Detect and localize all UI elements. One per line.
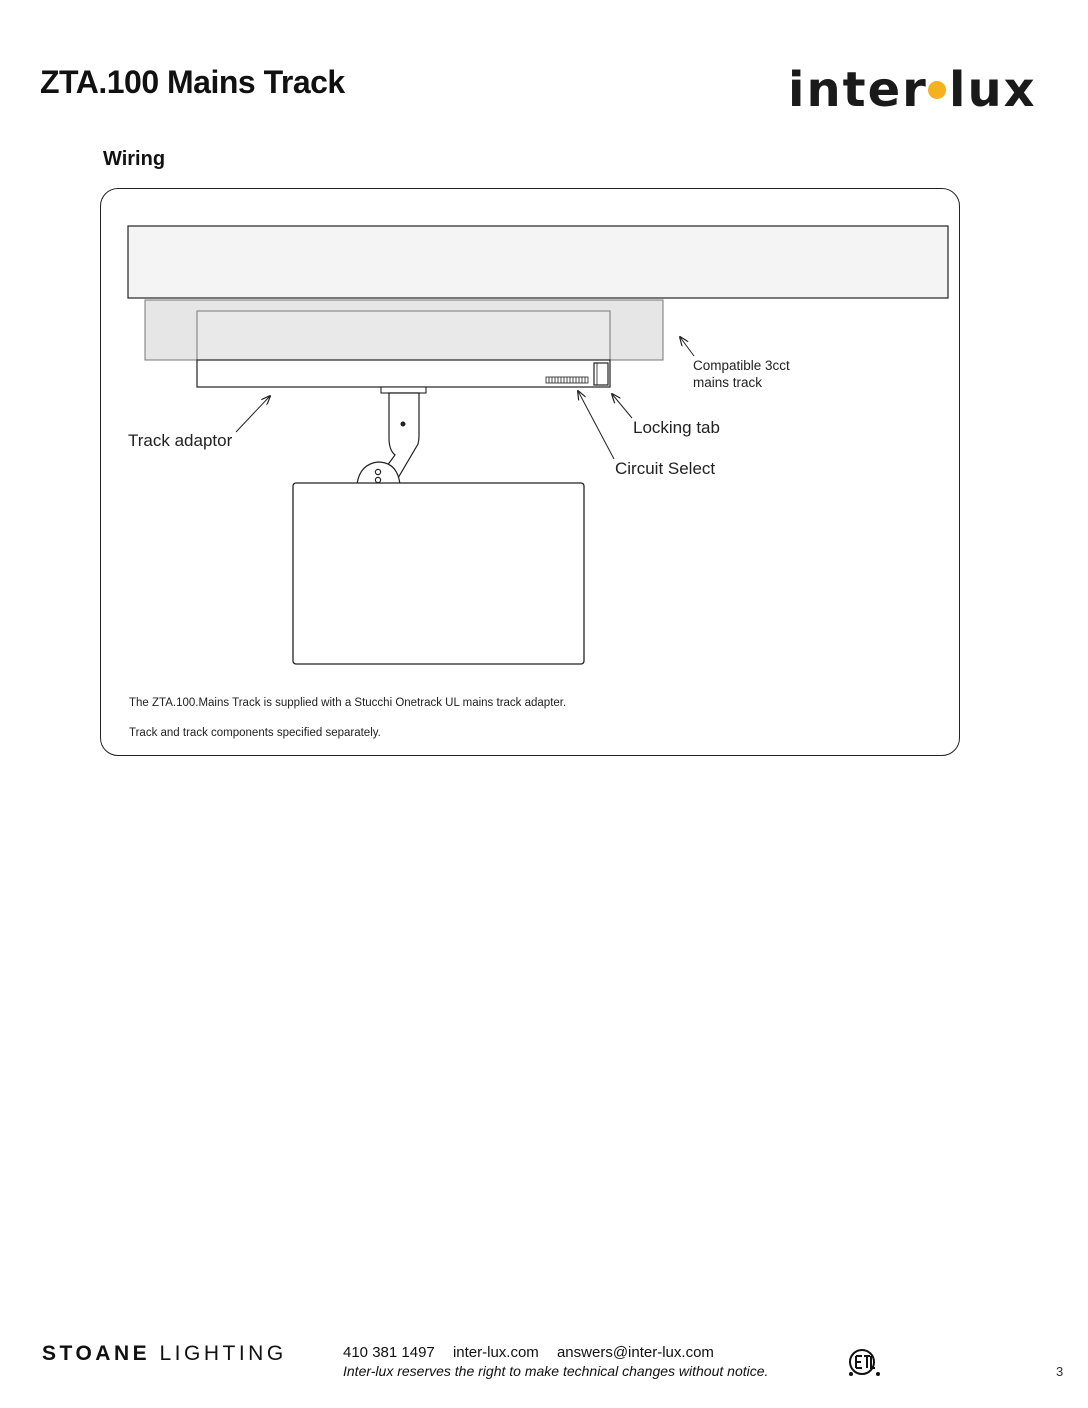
footer-disclaimer: Inter-lux reserves the right to make technical changes without notice. bbox=[343, 1363, 769, 1379]
footer-contact bbox=[343, 1344, 728, 1361]
label-track-adaptor: Track adaptor bbox=[128, 431, 233, 450]
etl-listed-mark-icon bbox=[848, 1347, 888, 1379]
label-circuit-select: Circuit Select bbox=[615, 459, 716, 478]
section-heading: Wiring bbox=[103, 148, 166, 170]
footer-brand-bold: STOANE bbox=[42, 1342, 151, 1365]
adaptor-top-outline bbox=[197, 311, 610, 360]
label-compatible-track-line2: mains track bbox=[693, 375, 763, 390]
page-title: ZTA.100 Mains Track bbox=[40, 64, 345, 100]
label-compatible-track bbox=[693, 357, 790, 391]
footer-brand bbox=[42, 1342, 287, 1366]
logo-text-lux: lux bbox=[949, 62, 1037, 116]
page-number: 3 bbox=[1056, 1364, 1064, 1379]
ceiling-surface bbox=[128, 226, 948, 298]
label-compatible-track-line1: Compatible 3cct bbox=[693, 358, 790, 373]
footer-phone: 410 381 1497 bbox=[343, 1344, 435, 1361]
locking-tab bbox=[594, 363, 608, 385]
diagram-note-1: The ZTA.100.Mains Track is supplied with a Stucchi Onetrack UL mains track adapter. bbox=[129, 697, 567, 709]
logo-text-inter: inter bbox=[788, 62, 928, 116]
diagram-note-2: Track and track components specified separately. bbox=[129, 727, 381, 739]
leader-compatible-track bbox=[680, 337, 694, 356]
leader-track-adaptor bbox=[236, 396, 270, 432]
stem-collar bbox=[381, 387, 426, 393]
leader-circuit-select bbox=[578, 391, 614, 459]
label-locking-tab: Locking tab bbox=[633, 418, 720, 437]
footer-brand-light: LIGHTING bbox=[159, 1342, 287, 1365]
luminaire-head bbox=[293, 483, 584, 664]
leader-locking-tab bbox=[612, 394, 632, 418]
footer-email-link[interactable]: answers@inter-lux.com bbox=[556, 1344, 714, 1361]
circuit-select-knurl bbox=[546, 377, 588, 383]
footer-website-link[interactable]: inter-lux.com bbox=[452, 1344, 539, 1361]
